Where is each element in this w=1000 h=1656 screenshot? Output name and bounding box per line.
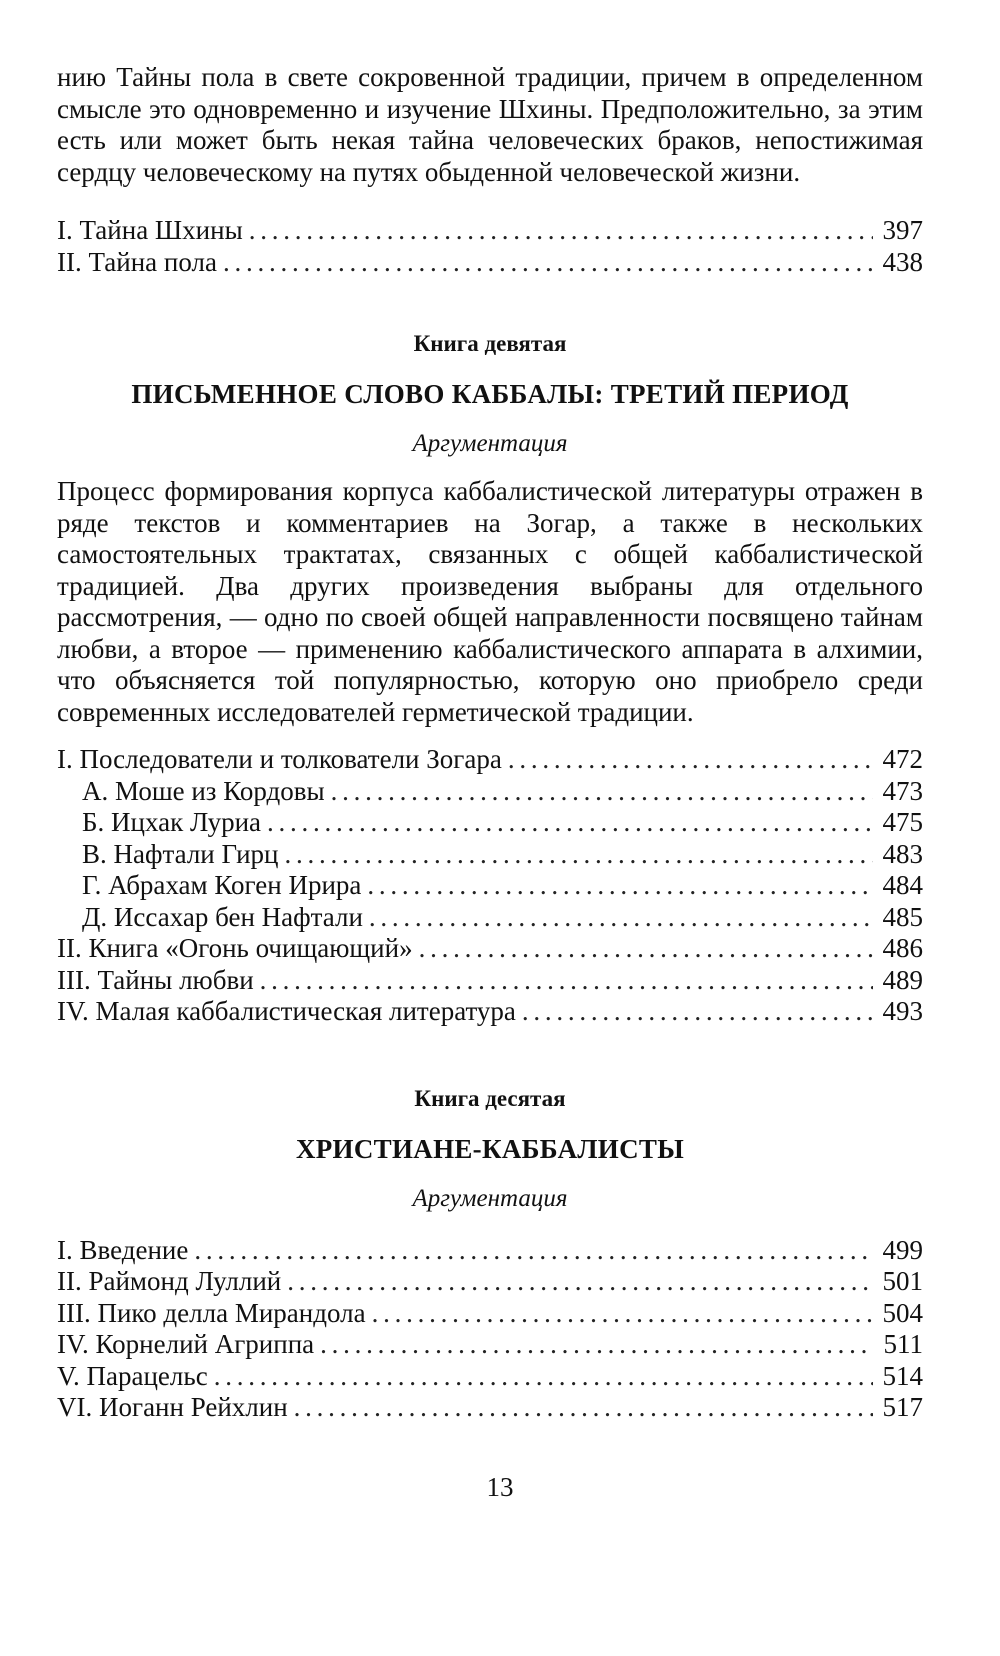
toc-leader <box>522 996 873 1028</box>
toc-subentry[interactable] <box>57 870 923 902</box>
toc-entry-page: 493 <box>882 996 923 1026</box>
toc-leader <box>214 1361 873 1393</box>
toc-entry-page: 501 <box>882 1266 923 1296</box>
toc-entry-title: IV. Малая каббалистическая литература <box>57 996 516 1026</box>
book10-argument-label: Аргументация <box>412 1184 568 1212</box>
intro-toc <box>57 215 923 278</box>
toc-entry-title: I. Последователи и толкователи Зогара <box>57 744 502 774</box>
toc-entry-title: III. Тайны любви <box>57 964 254 995</box>
toc-entry-title: I. Введение <box>57 1234 189 1265</box>
toc-entry[interactable] <box>57 1392 923 1424</box>
toc-leader <box>372 1298 873 1330</box>
toc-leader <box>223 247 873 279</box>
toc-entry-title: II. Раймонд Луллий <box>57 1266 282 1296</box>
toc-leader <box>249 215 873 247</box>
toc-entry[interactable] <box>57 1266 923 1298</box>
toc-entry[interactable] <box>57 1329 923 1361</box>
toc-entry-title: Г. Абрахам Коген Ирира <box>82 870 362 900</box>
toc-entry-page: 517 <box>882 1392 923 1422</box>
toc-entry-page: 438 <box>882 246 923 277</box>
toc-leader <box>260 965 873 997</box>
toc-entry-page: 489 <box>882 964 923 995</box>
toc-entry[interactable] <box>57 247 923 279</box>
toc-leader <box>369 902 873 934</box>
toc-leader <box>267 807 873 839</box>
page-number: 13 <box>486 1472 514 1502</box>
toc-leader <box>287 1266 873 1298</box>
toc-entry-title: VI. Иоганн Рейхлин <box>57 1392 288 1422</box>
toc-entry[interactable] <box>57 965 923 997</box>
toc-entry-title: В. Нафтали Гирц <box>82 838 279 869</box>
toc-subentry[interactable] <box>57 902 923 934</box>
toc-entry-page: 473 <box>882 775 923 806</box>
toc-entry[interactable] <box>57 933 923 965</box>
toc-entry-title: II. Тайна пола <box>57 246 217 277</box>
book9-title: ПИСЬМЕННОЕ СЛОВО КАББАЛЫ: ТРЕТИЙ ПЕРИОД <box>131 379 849 409</box>
toc-leader <box>194 1235 873 1267</box>
toc-leader <box>320 1329 873 1361</box>
toc-entry[interactable] <box>57 1361 923 1393</box>
toc-leader <box>294 1392 873 1424</box>
book9-label: Книга девятая <box>413 331 567 356</box>
toc-entry-title: Б. Ицхак Луриа <box>82 807 262 837</box>
toc-entry-title: V. Парацельс <box>57 1360 208 1391</box>
book9-argument-label: Аргументация <box>412 430 568 457</box>
toc-entry[interactable] <box>57 996 923 1028</box>
toc-entry-title: IV. Корнелий Агриппа <box>57 1329 315 1359</box>
book9-toc <box>57 744 923 1028</box>
toc-entry-page: 397 <box>882 215 923 245</box>
toc-entry[interactable] <box>57 744 923 776</box>
intro-paragraph: нию Тайны пола в свете сокровенной традиции, причем в определенном смысле это одновременно и изучение Шхины. Предположительно, за этим есть или может быть некая тайна человеческих браков, непостижимая сердцу человеческому на путях обыденной человеческой жизни. <box>57 62 923 187</box>
toc-entry[interactable] <box>57 1235 923 1267</box>
toc-entry-page: 475 <box>882 807 923 837</box>
document-page <box>57 62 923 1424</box>
toc-entry-title: Д. Иссахар бен Нафтали <box>82 901 363 932</box>
toc-entry[interactable] <box>57 215 923 247</box>
book10-label: Книга десятая <box>414 1085 566 1111</box>
toc-subentry[interactable] <box>57 839 923 871</box>
toc-entry-page: 514 <box>882 1360 923 1391</box>
toc-leader <box>508 744 873 776</box>
book10-title: ХРИСТИАНЕ-КАББАЛИСТЫ <box>295 1133 685 1164</box>
toc-entry-page: 483 <box>882 838 923 869</box>
toc-entry-page: 484 <box>882 870 923 900</box>
book10-toc <box>57 1235 923 1424</box>
toc-entry-page: 504 <box>882 1297 923 1328</box>
book9-paragraph: Процесс формирования корпуса каббалистической литературы отражен в ряде текстов и комментариев на Зогар, а также в нескольких самостоятельных трактатах, связанных с общей каббалистической традицией. Два других произведения выбраны для отдельного рассмотрения, — одно по своей общей направленности посвящено тайнам любви, а второе — применению каббалистического аппарата в алхимии, что объясняется той популярностью, которую оно приобрело среди современных исследователей герметической традиции. <box>57 476 923 727</box>
toc-subentry[interactable] <box>57 776 923 808</box>
toc-leader <box>285 839 874 871</box>
toc-entry-title: II. Книга «Огонь очищающий» <box>57 933 413 963</box>
toc-entry-title: А. Моше из Кордовы <box>82 775 325 806</box>
toc-entry-title: I. Тайна Шхины <box>57 215 243 245</box>
toc-entry-page: 499 <box>882 1234 923 1265</box>
toc-entry-page: 486 <box>882 933 923 963</box>
toc-leader <box>419 933 873 965</box>
toc-entry-title: III. Пико делла Мирандола <box>57 1297 366 1328</box>
toc-entry-page: 485 <box>882 901 923 932</box>
toc-entry-page: 511 <box>883 1329 923 1359</box>
toc-entry[interactable] <box>57 1298 923 1330</box>
toc-subentry[interactable] <box>57 807 923 839</box>
toc-leader <box>367 870 873 902</box>
toc-leader <box>331 776 873 808</box>
toc-entry-page: 472 <box>882 744 923 774</box>
